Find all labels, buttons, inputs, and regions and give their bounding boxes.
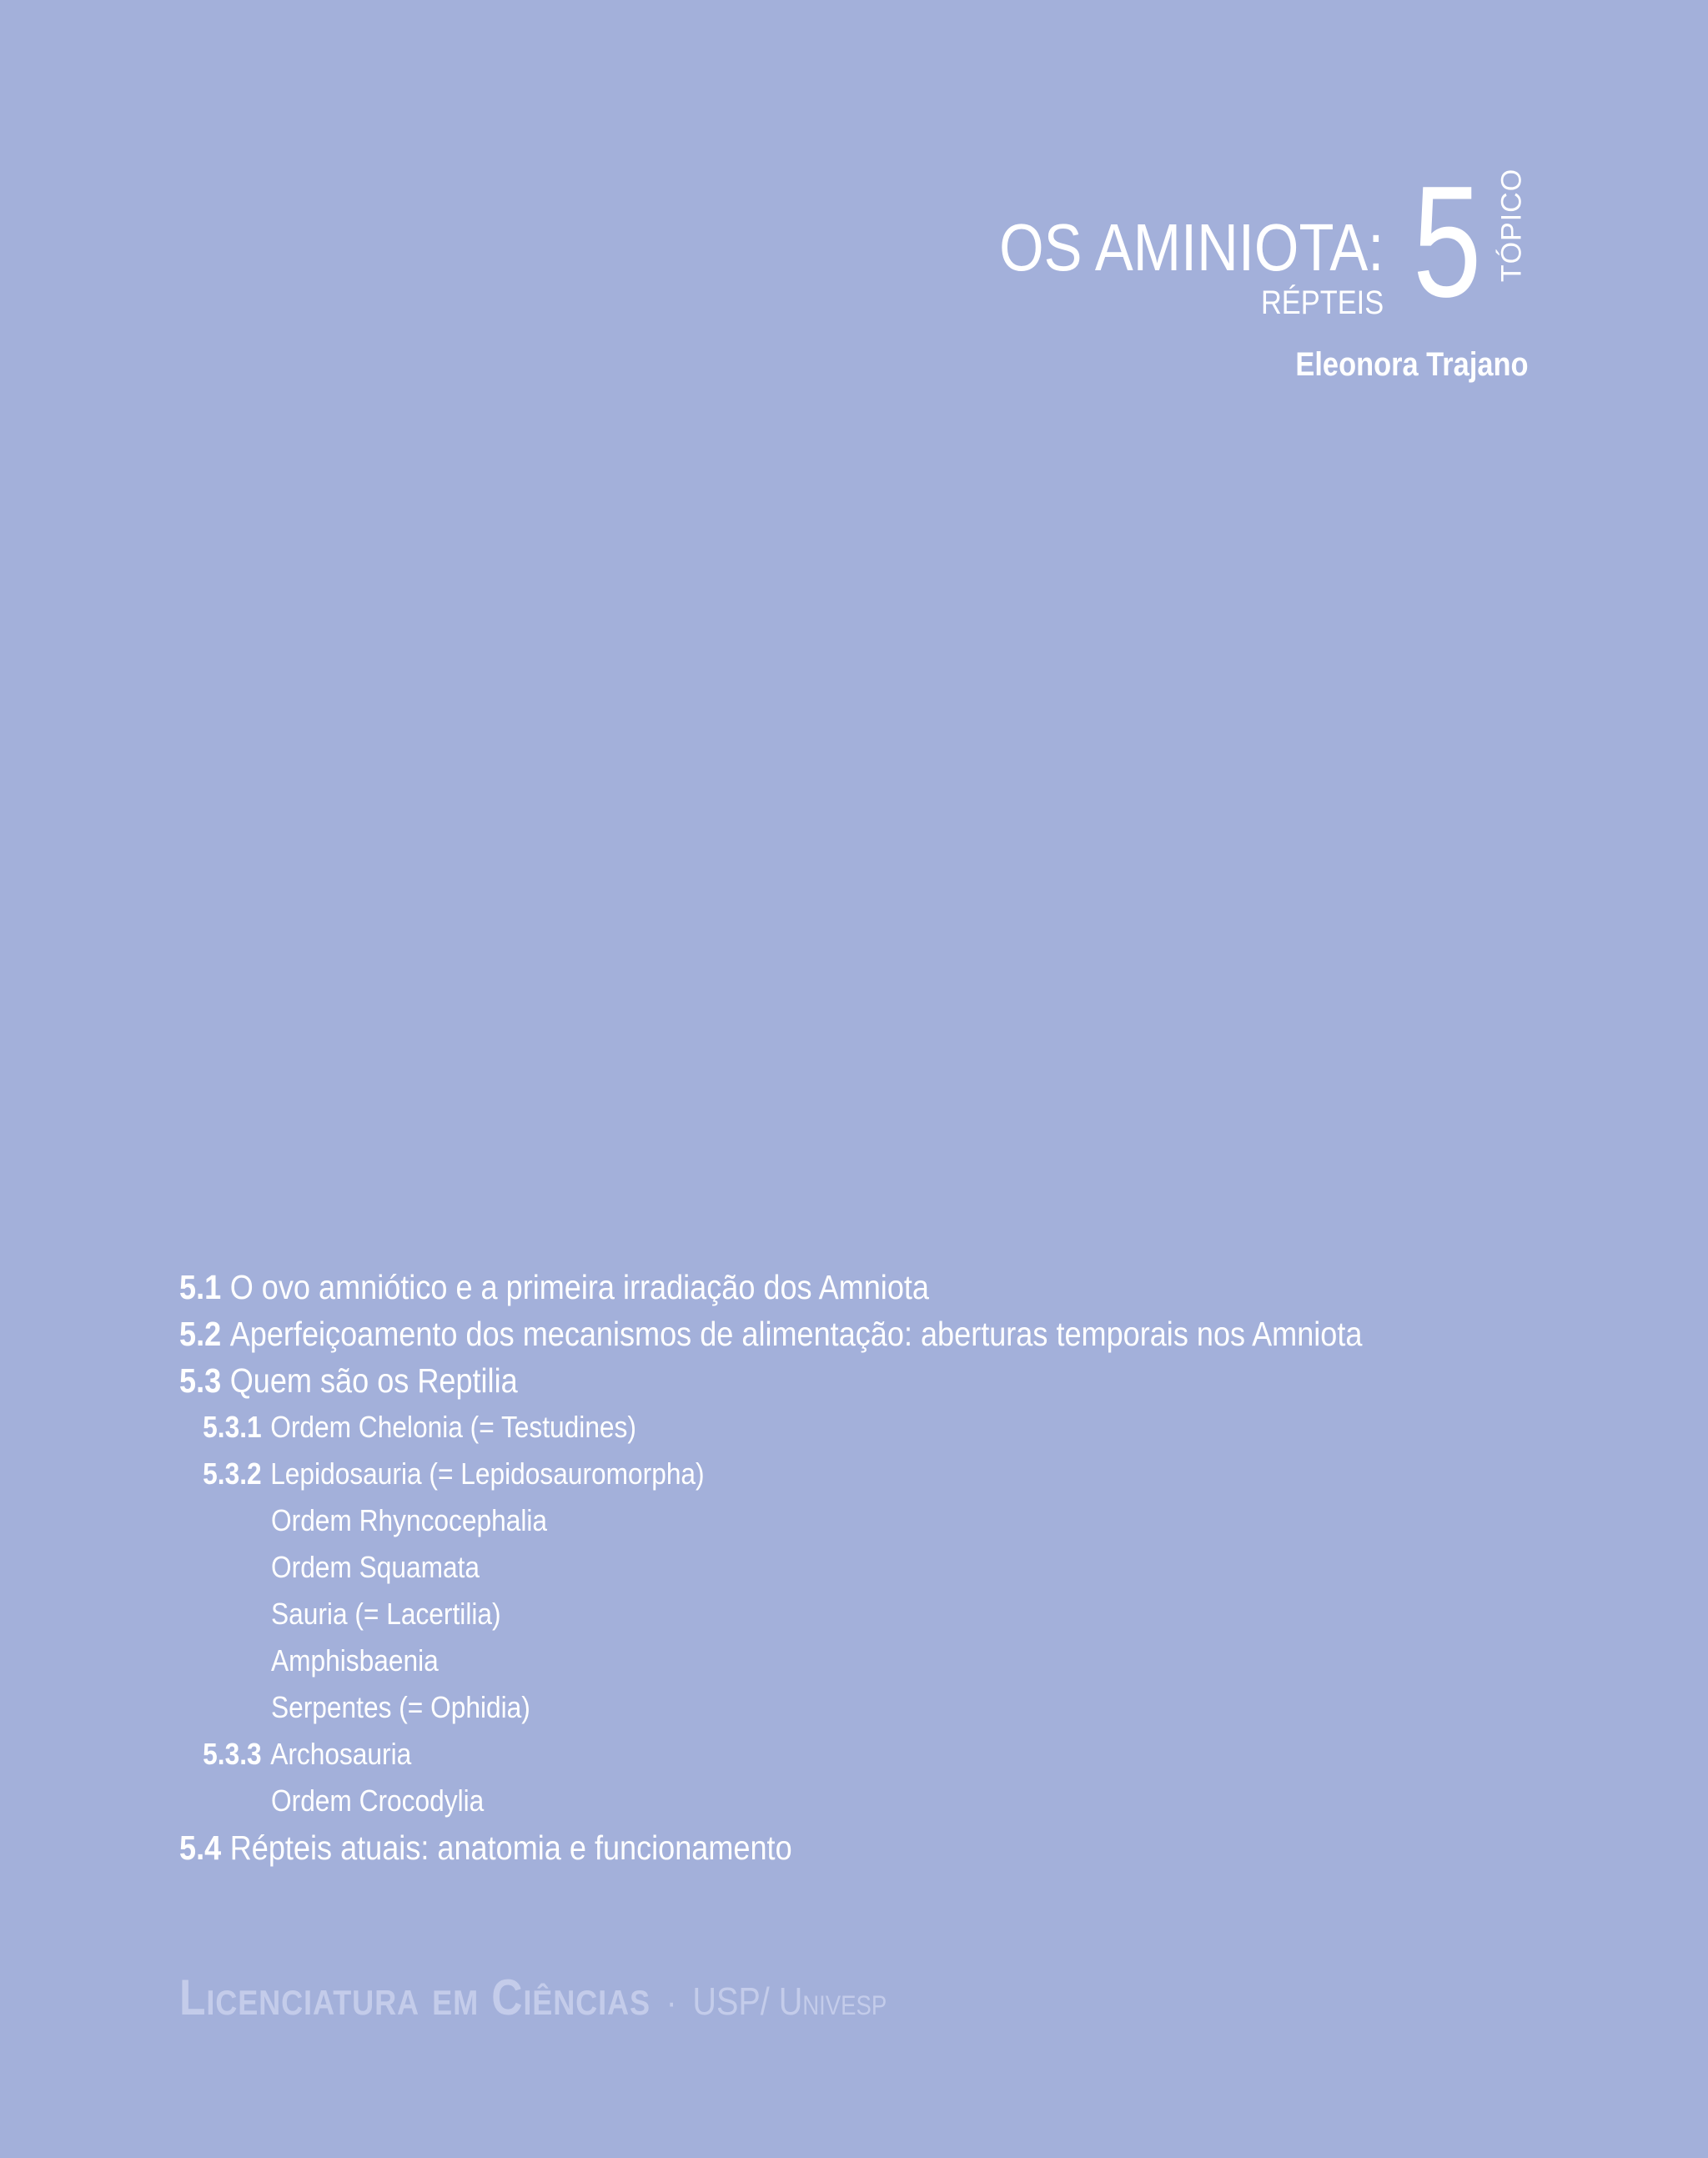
toc-text: Archosauria [270, 1737, 412, 1771]
toc-item-serpentes: Serpentes (= Ophidia) [271, 1690, 530, 1724]
author-name: Eleonora Trajano [1295, 346, 1529, 383]
toc-item-5-3-3 [179, 1731, 1383, 1778]
toc-item-5-1 [179, 1264, 1383, 1310]
toc-text: O ovo amniótico e a primeira irradiação dos Amniota [229, 1268, 929, 1306]
toc-item-rhyncocephalia: Ordem Rhyncocephalia [271, 1503, 548, 1537]
toc-item-5-2 [179, 1310, 1383, 1357]
toc-item-5-3-2 [179, 1451, 1383, 1497]
chapter-subtitle: RÉPTEIS [1260, 284, 1384, 321]
toc-number: 5.3.3 [203, 1737, 262, 1771]
institution-name: USP/ Univesp [692, 1979, 887, 2023]
footer-branding [179, 1969, 887, 2025]
toc-item-sauria: Sauria (= Lacertilia) [271, 1597, 501, 1631]
toc-item-squamata: Ordem Squamata [271, 1550, 480, 1584]
toc-number: 5.3.1 [203, 1410, 262, 1444]
toc-number: 5.1 [179, 1268, 222, 1306]
toc-text: Quem são os Reptilia [229, 1361, 518, 1400]
chapter-title: OS AMINIOTA: [998, 210, 1384, 284]
toc-number: 5.2 [179, 1315, 222, 1353]
toc-text: Lepidosauria (= Lepidosauromorpha) [270, 1456, 705, 1491]
toc-text: Ordem Chelonia (= Testudines) [270, 1410, 636, 1444]
footer-separator: · [666, 1982, 677, 2023]
toc-number: 5.3 [179, 1361, 222, 1400]
toc-item-5-4 [179, 1824, 1383, 1871]
toc-number: 5.3.2 [203, 1456, 262, 1491]
chapter-titles [937, 163, 1384, 319]
toc-item-5-3-1 [179, 1404, 1383, 1451]
topic-label [1495, 163, 1529, 288]
toc-text: Répteis atuais: anatomia e funcionamento [229, 1829, 792, 1867]
toc-number: 5.4 [179, 1829, 222, 1867]
toc-text: Aperfeiçoamento dos mecanismos de alimentação: aberturas temporais nos Amniota [229, 1315, 1363, 1353]
topic-number: 5 [1413, 153, 1482, 330]
topic-label-text: TÓPICO [1495, 168, 1528, 283]
chapter-header [937, 153, 1529, 330]
course-name: Licenciatura em Ciências [179, 1969, 651, 2025]
toc-item-crocodylia: Ordem Crocodylia [271, 1783, 485, 1818]
toc-item-5-3 [179, 1357, 1383, 1404]
table-of-contents [179, 1264, 1547, 1871]
toc-item-amphisbaenia: Amphisbaenia [271, 1643, 439, 1678]
